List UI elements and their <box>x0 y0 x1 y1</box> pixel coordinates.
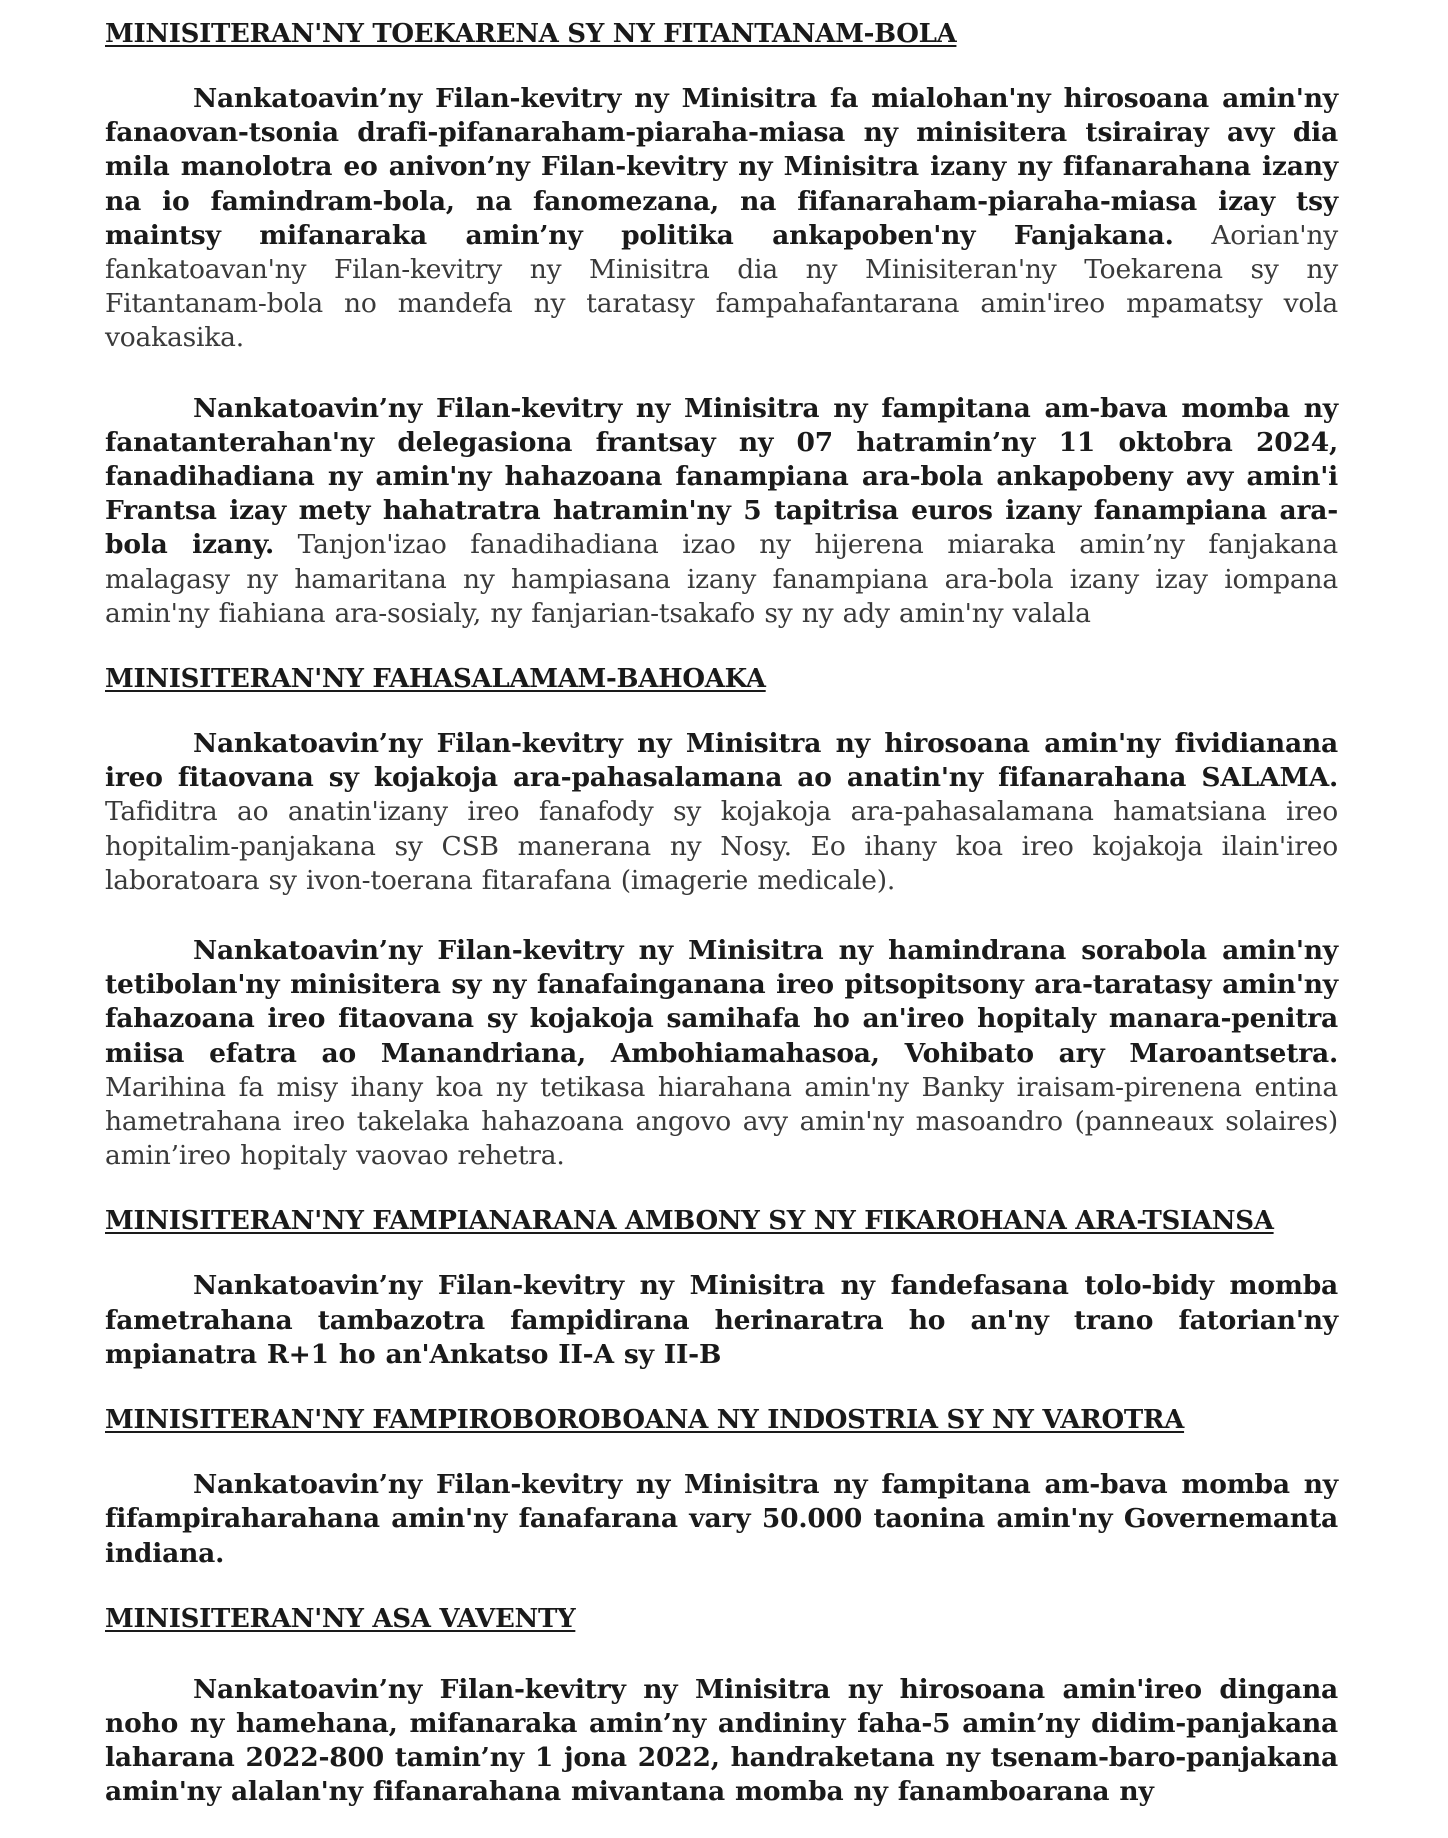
paragraph-regular-text: Tafiditra ao anatin'izany ireo fanafody sy kojakoja ara-pahasalamana hamatsiana ireo hopitalim-panjakana sy CSB manerana ny Nosy. Eo ihany koa ireo kojakoja ilain'ireo laboratoara sy ivon-toerana fitarafana (imagerie medicale). <box>105 796 1338 896</box>
paragraph <box>105 1468 1338 1571</box>
document-page <box>105 16 1338 1810</box>
paragraph-bold-text: Nankatoavin’ny Filan-kevitry ny Minisitra fa mialohan'ny hirosoana amin'ny fanaovan-tsonia drafi-pifanaraham-piaraha-miasa ny minisitera tsirairay avy dia mila manolotra eo anivon’ny Filan-kevitry ny Minisitra izany ny fifanarahana izany na io famindram-bola, na fanomezana, na fifanaraham-piaraha-miasa izay tsy maintsy mifanaraka amin’ny politika ankapoben'ny Fanjakana. <box>105 83 1338 251</box>
section-heading-economy-finance: MINISITERAN'NY TOEKARENA SY NY FITANTANAM-BOLA <box>105 19 957 49</box>
paragraph-regular-text: Aorian'ny fankatoavan'ny Filan-kevitry ny Minisitra dia ny Minisiteran'ny Toekarena sy ny Fitantanam-bola no mandefa ny taratasy fampahafantarana amin'ireo mpamatsy vola voakasika. <box>105 219 1338 354</box>
paragraph-bold-text: Nankatoavin’ny Filan-kevitry ny Minisitra ny fampitana am-bava momba ny fanatanterahan'ny delegasiona frantsay ny 07 hatramin’ny 11 oktobra 2024, fanadihadiana ny amin'ny hahazoana fanampiana ara-bola ankapobeny avy amin'i Frantsa izay mety hahatratra hatramin'ny 5 tapitrisa euros izany fanampiana ara-bola izany. <box>105 392 1338 561</box>
paragraph <box>105 82 1338 356</box>
paragraph-bold-text: Nankatoavin’ny Filan-kevitry ny Minisitra ny hirosoana amin'ireo dingana noho ny hamehana, mifanaraka amin’ny andininy faha-5 amin’ny didim-panjakana laharana 2022-800 tamin’ny 1 jona 2022, handraketana ny tsenam-baro-panjakana amin'ny alalan'ny fifanarahana mivantana momba ny fanamboarana ny <box>105 1673 1338 1808</box>
section-heading-public-works: MINISITERAN'NY ASA VAVENTY <box>105 1603 576 1634</box>
section-heading-higher-education: MINISITERAN'NY FAMPIANARANA AMBONY SY NY FIKAROHANA ARA-TSIANSA <box>105 1206 1274 1237</box>
paragraph-bold-text: Nankatoavin’ny Filan-kevitry ny Minisitra ny hamindrana sorabola amin'ny tetibolan'ny minisitera sy ny fanafainganana ireo pitsopitsony ara-taratasy amin'ny fahazoana ireo fitaovana sy kojakoja samihafa ho an'ireo hopitaly manara-penitra miisa efatra ao Manandriana, Ambohiamahasoa, Vohibato ary Maroantsetra. <box>105 935 1338 1069</box>
paragraph-regular-text: Tanjon'izao fanadihadiana izao ny hijerena miaraka amin’ny fanjakana malagasy ny hamaritana ny hampiasana izany fanampiana ara-bola izany izay iompana amin'ny fiahiana ara-sosialy, ny fanjarian-tsakafo sy ny ady amin'ny valala <box>105 529 1338 629</box>
paragraph <box>105 1269 1338 1372</box>
paragraph-bold-text: Nankatoavin’ny Filan-kevitry ny Minisitra ny hirosoana amin'ny fividianana ireo fitaovana sy kojakoja ara-pahasalamana ao anatin'ny fifanarahana SALAMA. <box>105 728 1338 794</box>
section-heading-industry-trade: MINISITERAN'NY FAMPIROBOROBOANA NY INDOSTRIA SY NY VAROTRA <box>105 1405 1185 1436</box>
section-heading-public-health: MINISITERAN'NY FAHASALAMAM-BAHOAKA <box>105 664 766 695</box>
paragraph <box>105 934 1338 1173</box>
paragraph <box>105 1673 1338 1810</box>
paragraph-bold-text: Nankatoavin’ny Filan-kevitry ny Minisitra ny fampitana am-bava momba ny fifampiraharahana amin'ny fanafarana vary 50.000 taonina amin'ny Governemanta indiana. <box>105 1469 1338 1569</box>
paragraph <box>105 392 1338 631</box>
paragraph-regular-text: Marihina fa misy ihany koa ny tetikasa hiarahana amin'ny Banky iraisam-pirenena entina hametrahana ireo takelaka hahazoana angovo avy amin'ny masoandro (panneaux solaires) amin’ireo hopitaly vaovao rehetra. <box>105 1071 1338 1172</box>
paragraph-bold-text: Nankatoavin’ny Filan-kevitry ny Minisitra ny fandefasana tolo-bidy momba fametrahana tambazotra fampidirana herinaratra ho an'ny trano fatorian'ny mpianatra R+1 ho an'Ankatso II-A sy II-B <box>105 1270 1338 1370</box>
paragraph <box>105 727 1338 898</box>
